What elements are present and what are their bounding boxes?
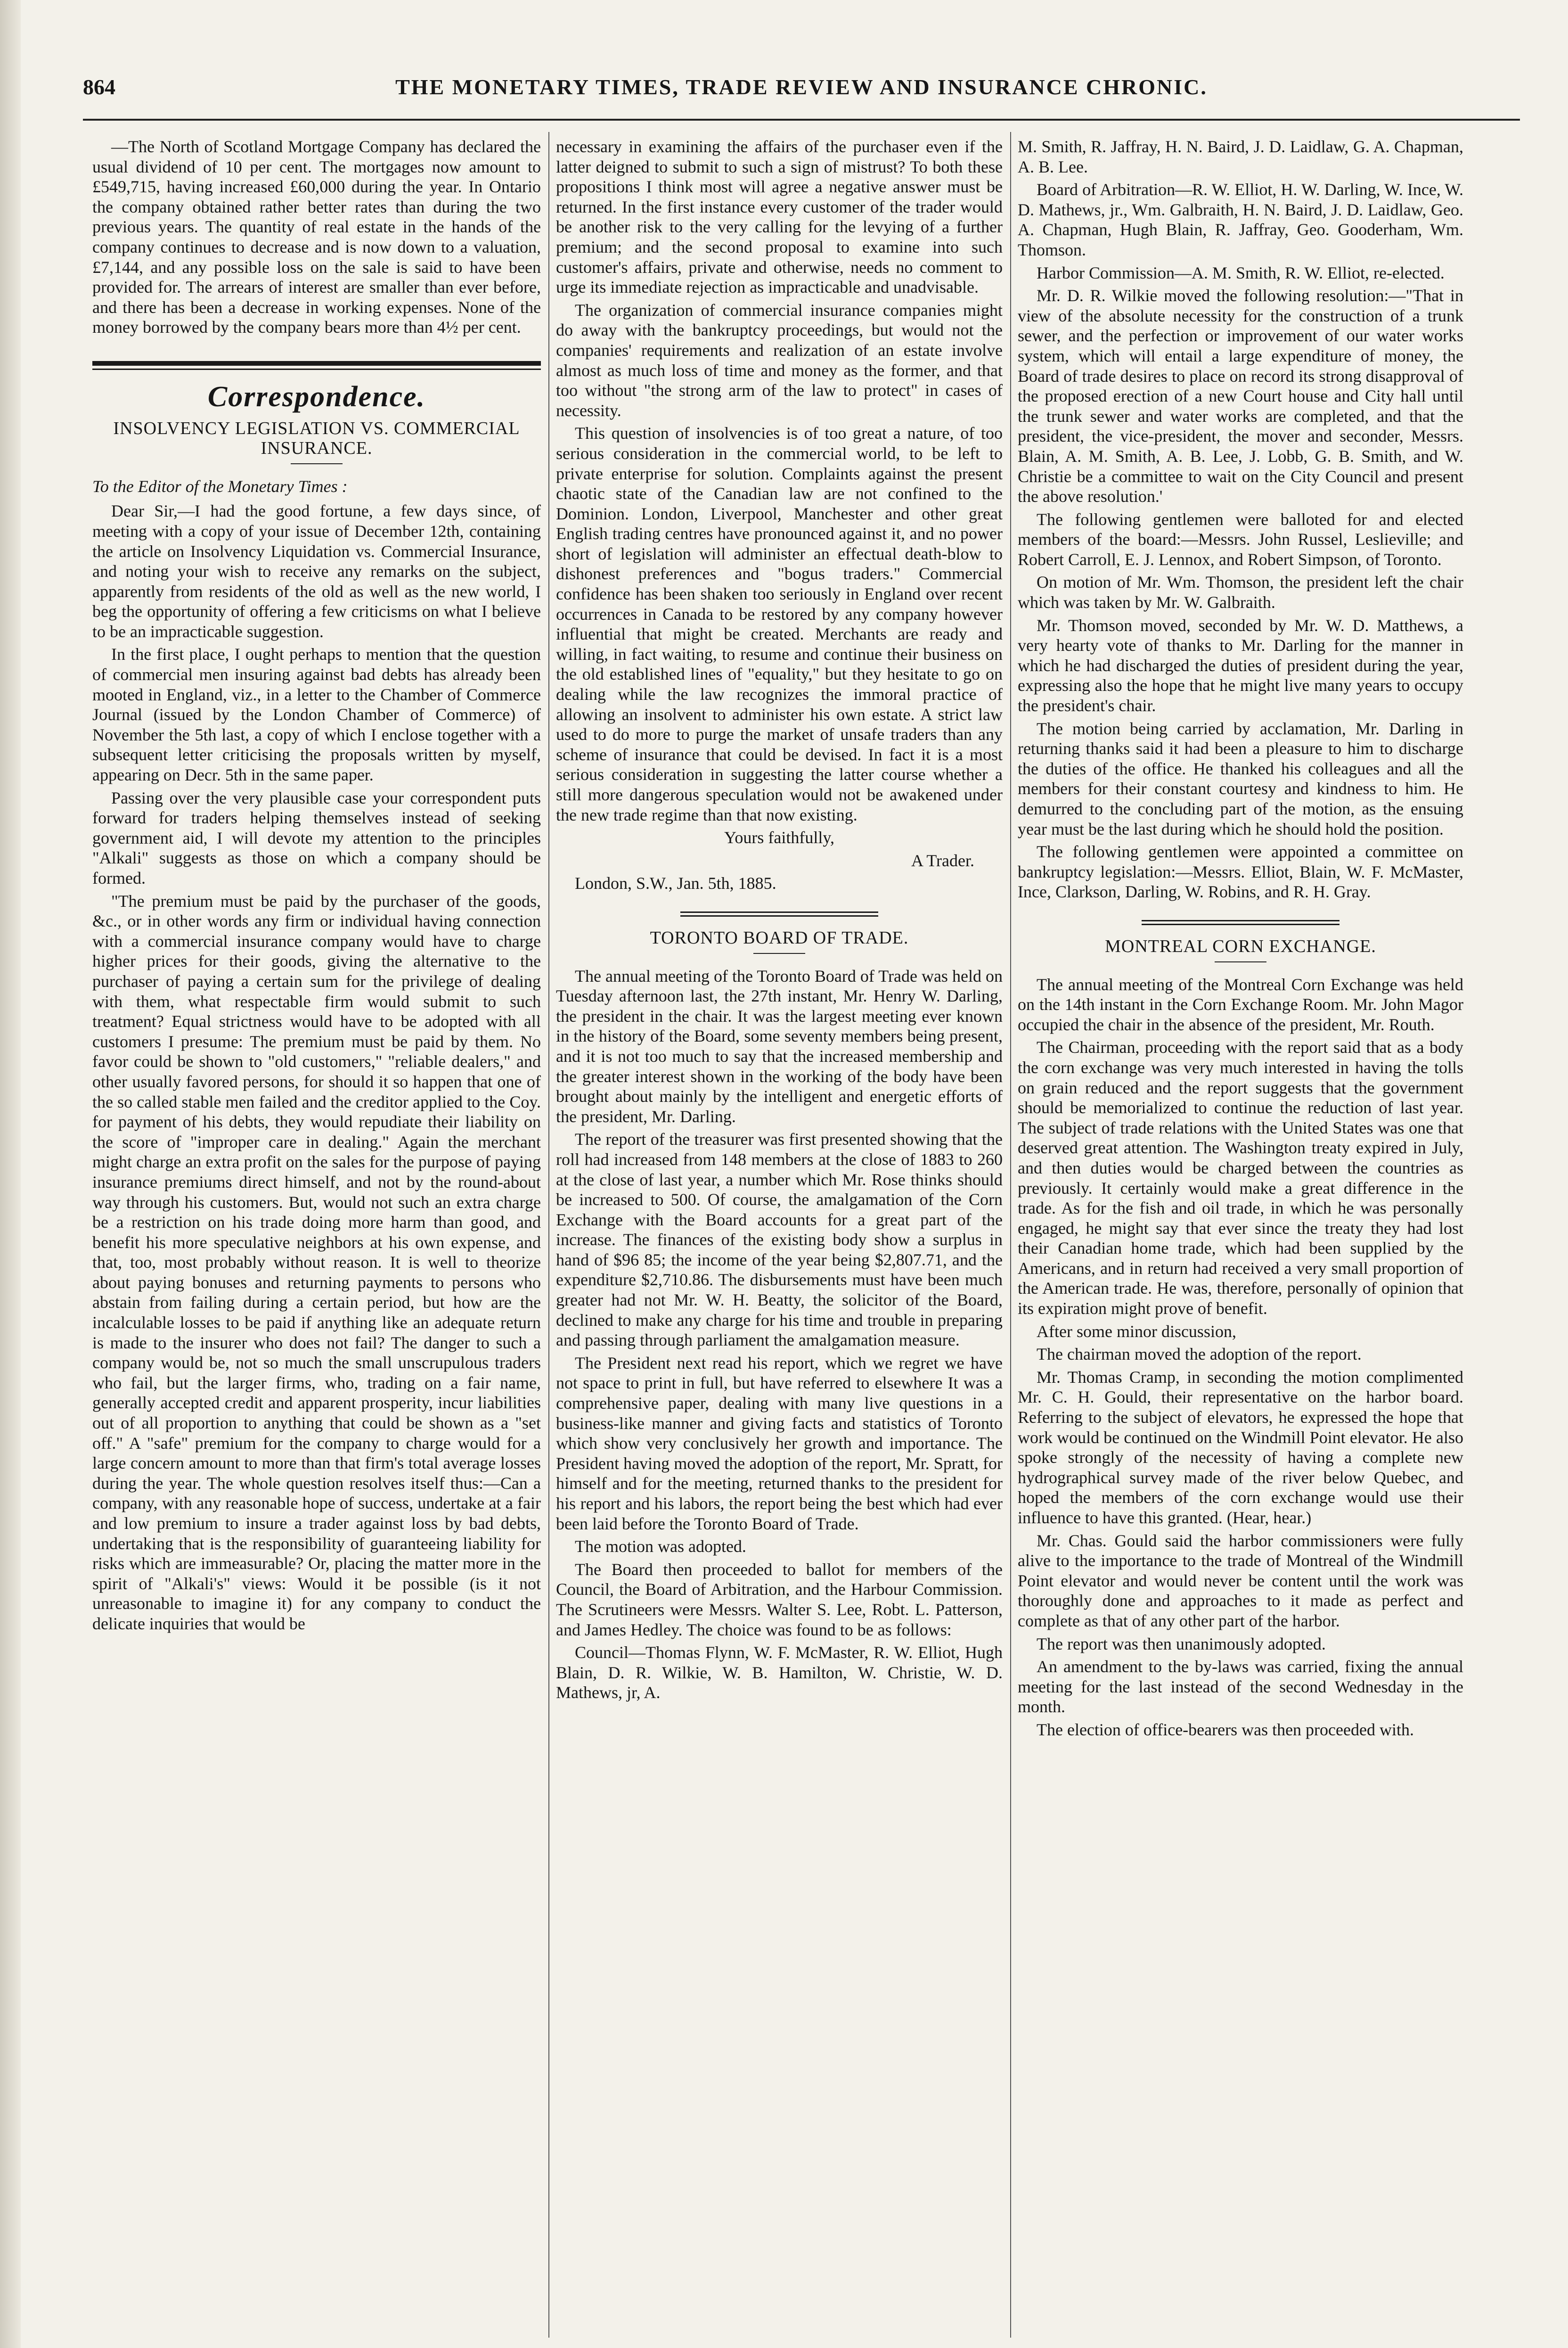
column-2 bbox=[556, 137, 1003, 1706]
page-header bbox=[83, 71, 1520, 113]
board-paragraph: Board of Arbitration—R. W. Elliot, H. W. Darling, W. Ince, W. D. Mathews, jr., Wm. Galbraith, H. N. Baird, J. D. Laidlaw, Geo. A. Chapman, Hugh Blain, R. Jaffray, Geo. Gooderham, Wm. Thomson. bbox=[1018, 180, 1463, 259]
board-paragraph: M. Smith, R. Jaffray, H. N. Baird, J. D. Laidlaw, G. A. Chapman, A. B. Lee. bbox=[1018, 137, 1463, 176]
letter-signature: A Trader. bbox=[911, 851, 974, 870]
column-divider bbox=[548, 132, 549, 2338]
letter-closing: Yours faithfully, bbox=[724, 828, 835, 847]
board-paragraph: The President next read his report, which we regret we have not space to print in full, but have referred to elsewhere It was a comprehensive paper, dealing with many live questions in a business-like manner and giving facts and statistics of Toronto which show very conclusively her growth and importance. The President having moved the adoption of the report, Mr. Spratt, for himself and for the meeting, returned thanks to the president for his report and his labors, the report being the best which had ever been laid before the Toronto Board of Trade. bbox=[556, 1353, 1003, 1533]
section-rule-thick bbox=[92, 361, 541, 366]
board-paragraph: The report of the treasurer was first presented showing that the roll had increased from 148 members at the close of 1883 to 260 at the close of last year, a number which Mr. Rose thinks should be increased to 500. Of course, the amalgamation of the Corn Exchange with the Board accounts for a great part of the increase. The finances of the existing body show a surplus in hand of $96 85; the income of the year being $2,807.71, and the expenditure $2,710.86. The disbursements must have been much greater had not Mr. W. H. Beatty, the solicitor of the Board, declined to make any charge for his time and trouble in preparing and passing through parliament the amalgamation measure. bbox=[556, 1130, 1003, 1350]
letter-paragraph: necessary in examining the affairs of the purchaser even if the latter deigned to submit to such a sign of mistrust? To both these propositions I think most will agree a negative answer must be returned. In the first instance every customer of the trader would be another risk to the very calling for the levying of a further premium; and the second proposal to examine into such customer's affairs, private and otherwise, needs no comment to urge its immediate rejection as impracticable and unadvisable. bbox=[556, 137, 1003, 297]
board-paragraph: The annual meeting of the Toronto Board of Trade was held on Tuesday afternoon last, the 27th instant, Mr. Henry W. Darling, the president in the chair. It was the largest meeting ever known in the history of the Board, some seventy members being present, and it is not too much to say that the increased membership and the greater interest shown in the working of the body have been brought about mainly by the intelligent and energetic efforts of the president, Mr. Darling. bbox=[556, 966, 1003, 1126]
board-paragraph: Council—Thomas Flynn, W. F. McMaster, R. W. Elliot, Hugh Blain, D. R. Wilkie, W. B. Hamilton, W. Christie, W. D. Mathews, jr, A. bbox=[556, 1643, 1003, 1702]
letter-dateline: London, S.W., Jan. 5th, 1885. bbox=[575, 874, 776, 893]
letter-paragraph: This question of insolvencies is of too great a nature, of too serious consideration in the commercial world, to be left to private enterprise for solution. Complaints against the present chaotic state of the Canadian law are not confined to the Dominion. London, Liverpool, Manchester and other great English trading centres have pronounced against it, and no power short of legislation will administer an effectual death-blow to dishonest preferences and "bogus traders." Commercial confidence has been shaken too seriously in England over recent occurrences in Canada to be restored by any company however influential that might be created. Merchants are ready and willing, in fact waiting, to resume and continue their business on the old established lines of "equality," but they hesitate to go on dealing while the law recognizes the immoral practice of allowing an insolvent to administer his own estate. A strict law used to do more to purge the market of unsafe traders than any scheme of insurance that could be devised. In fact it is a most serious consideration in suggesting the latter course whether a still more dangerous speculation would not be awakened under the new trade regime than that now existing. bbox=[556, 424, 1003, 824]
letter-paragraph: "The premium must be paid by the purchaser of the goods, &c., or in other words any firm or individual having connection with a commercial insurance company would have to charge higher prices for their goods, giving the alternative to the purchaser of paying a certain sum for the privilege of dealing with them, what respectable firm would submit to such treatment? Equal strictness would have to be adopted with all customers I presume: The premium must be paid by them. No favor could be shown to "old customers," "reliable dealers," and other usually favored persons, for should it so happen that one of the so called stable men failed and the creditor applied to the Coy. for payment of his debts, they would repudiate their liability on the score of "improper care in dealing." Again the merchant might charge an extra profit on the sales for the purpose of paying insurance premiums direct himself, and not by the round-about way through his customers. But, would not such an extra charge be a restriction on his trade doing more harm than good, and benefit his more speculative neighbors at his own expense, and that, too, most probably without reason. It is well to theorize about paying bonuses and returning payments to persons who abstain from failing during a certain period, but how are the incalculable losses to be paid if anything like an adequate return is made to the insurer who does not fail? The danger to such a company would be, not so much the small unscrupulous traders who fail, but the larger firms, who, trading on a fair name, generally accepted credit and apparent prosperity, incur liabilities out of all proportion to anything that could be shown as a "set off." A "safe" premium for the company to charge would for a large concern amount to more than that firm's total average losses during the year. The whole question resolves itself thus:—Can a company, with any reasonable hope of success, undertake at a fair and low premium to insure a trader against loss by bad debts, undertaking that is the responsibility of guaranteeing liability for risks which are immeasurable? Or, placing the matter more in the spirit of "Alkali's" views: Would it be possible (is it not unreasonable to imagine it) for any company to conduct the delicate inquiries that would be bbox=[92, 891, 541, 1633]
column-1 bbox=[92, 137, 541, 1637]
board-paragraph: On motion of Mr. Wm. Thomson, the president left the chair which was taken by Mr. W. Galbraith. bbox=[1018, 573, 1463, 612]
board-paragraph: The motion being carried by acclamation, Mr. Darling in returning thanks said it had been a pleasure to him to discharge the duties of the office. He thanked his colleagues and all the members for their constant courtesy and kindness to him. He demurred to the concluding part of the motion, as the ensuing year must be the last during which he should hold the position. bbox=[1018, 719, 1463, 838]
scan-edge bbox=[0, 0, 21, 2348]
letter-paragraph: Passing over the very plausible case your correspondent puts forward for traders helping themselves instead of seeking government aid, I will devote my attention to the principles "Alkali" suggests as those on which a company should be formed. bbox=[92, 788, 541, 887]
masthead: THE MONETARY TIMES, TRADE REVIEW AND INSURANCE CHRONIC. bbox=[395, 75, 1208, 99]
article-separator bbox=[1142, 920, 1339, 925]
column-3 bbox=[1018, 137, 1463, 1743]
mortgage-news-paragraph: —The North of Scotland Mortgage Company has declared the usual dividend of 10 per cent. The mortgages now amount to £549,715, having increased £60,000 during the year. In Ontario the company obtained rather better rates than during the two previous years. The quantity of real estate in the hands of the company continues to decrease and is now down to a valuation, £7,144, and any possible loss on the sale is said to have been provided for. The arrears of interest are smaller than ever before, and there has been a decrease in working expenses. None of the money borrowed by the company bears more than 4½ per cent. bbox=[92, 137, 541, 337]
title-rule bbox=[753, 953, 805, 954]
board-paragraph: The following gentlemen were balloted for and elected members of the board:—Messrs. John Russel, Leslieville; and Robert Carroll, E. J. Lennox, and Robert Simpson, of Toronto. bbox=[1018, 509, 1463, 569]
board-paragraph: The motion was adopted. bbox=[575, 1537, 746, 1556]
salutation: To the Editor of the Monetary Times : bbox=[92, 476, 348, 496]
article-title-toronto-board: TORONTO BOARD OF TRADE. bbox=[650, 928, 909, 948]
section-rule-thin bbox=[92, 369, 541, 370]
board-paragraph: Mr. D. R. Wilkie moved the following resolution:—"That in view of the absolute necessity for the construction of a trunk sewer, and the perfection or improvement of our water works system, which will entail a large expenditure of money, the Board of trade desires to place on record its strong disapproval of the proposed erection of a new Court house and City hall until the trunk sewer and water works are completed, and that the president, the vice-president, the mover and seconder, Messrs. Blain, A. M. Smith, A. B. Lee, J. Lobb, G. B. Smith, and W. Christie be a committee to wait on the City Council and present the above resolution.' bbox=[1018, 286, 1463, 506]
letter-paragraph: Dear Sir,—I had the good fortune, a few days since, of meeting with a copy of your issue of December 12th, containing the article on Insolvency Liquidation vs. Commercial Insurance, and noting your wish to receive any remarks on the subject, apparently from residents of the old as well as the new world, I beg the opportunity of offering a few criticisms on what I believe to be an impracticable suggestion. bbox=[92, 501, 541, 641]
corn-paragraph: The report was then unanimously adopted. bbox=[1037, 1634, 1326, 1653]
corn-paragraph: The Chairman, proceeding with the report said that as a body the corn exchange was very much interested in having the tolls on grain reduced and the report suggests that the government should be memorialized to continue the reduction of last year. The subject of trade relations with the United States was one that deserved great attention. The Washington treaty expired in July, and then duties would be charged between the countries as previously. It certainly would make a great difference in the trade. As for the fish and oil trade, in which he was personally engaged, he might say that ever since the treaty they had lost their Canadian home trade, which had been supplied by the Americans, and in return had received a very small proportion of the American trade. He was, therefore, personally of opinion that its expiration might prove of benefit. bbox=[1018, 1038, 1463, 1318]
letter-paragraph: In the first place, I ought perhaps to mention that the question of commercial men insuring against bad debts has already been mooted in England, viz., in a letter to the Chamber of Commerce Journal (issued by the London Chamber of Commerce) of November the 5th last, a copy of which I enclose together with a subsequent letter criticising the proposals written by myself, appearing on Decr. 5th in the same paper. bbox=[92, 645, 541, 785]
article-separator bbox=[680, 911, 878, 917]
corn-paragraph: Mr. Chas. Gould said the harbor commissioners were fully alive to the importance to the trade of Montreal of the Windmill Point elevator and would never be content until the work was thoroughly done and approaches to it made as perfect and complete as that of any other part of the harbor. bbox=[1018, 1531, 1463, 1630]
section-title-correspondence: Correspondence. bbox=[207, 380, 426, 413]
corn-paragraph: The annual meeting of the Montreal Corn Exchange was held on the 14th instant in the Corn Exchange Room. Mr. John Magor occupied the chair in the absence of the president, Mr. Routh. bbox=[1018, 975, 1463, 1034]
article-title-insolvency: INSOLVENCY LEGISLATION VS. COMMERCIAL INSURANCE. bbox=[113, 418, 520, 459]
page-number: 864 bbox=[83, 75, 115, 99]
title-rule bbox=[1215, 961, 1266, 962]
corn-paragraph: After some minor discussion, bbox=[1037, 1322, 1236, 1341]
board-paragraph: Harbor Commission—A. M. Smith, R. W. Elliot, re-elected. bbox=[1037, 263, 1445, 282]
letter-paragraph: The organization of commercial insurance companies might do away with the bankruptcy proceedings, but would not the companies' requirements and realization of an estate involve almost as much loss of time and money as the former, and that too without "the strong arm of the law to protect" in cases of necessity. bbox=[556, 300, 1003, 420]
header-rule bbox=[83, 119, 1520, 121]
corn-paragraph: The election of office-bearers was then proceeded with. bbox=[1037, 1720, 1414, 1739]
article-title-montreal-corn: MONTREAL CORN EXCHANGE. bbox=[1105, 936, 1376, 956]
board-paragraph: The Board then proceeded to ballot for members of the Council, the Board of Arbitration, and the Harbour Commission. The Scrutineers were Messrs. Walter S. Lee, Robt. L. Patterson, and James Hedley. The choice was found to be as follows: bbox=[556, 1560, 1003, 1639]
corn-paragraph: The chairman moved the adoption of the report. bbox=[1037, 1345, 1362, 1364]
corn-paragraph: An amendment to the by-laws was carried, fixing the annual meeting for the last instead of the second Wednesday in the month. bbox=[1018, 1657, 1463, 1716]
board-paragraph: The following gentlemen were appointed a committee on bankruptcy legislation:—Messrs. Elliot, Blain, W. F. McMaster, Ince, Clarkson, Darling, W. Robins, and R. H. Gray. bbox=[1018, 842, 1463, 902]
column-divider bbox=[1010, 132, 1011, 2338]
corn-paragraph: Mr. Thomas Cramp, in seconding the motion complimented Mr. C. H. Gould, their representative on the harbor board. Referring to the subject of elevators, he expressed the hope that work would be continued on the Windmill Point elevator. He also spoke strongly of the necessity of having a complete new hydrographical survey made of the river below Quebec, and hoped the members of the corn exchange would use their influence to have this granted. (Hear, hear.) bbox=[1018, 1367, 1463, 1527]
board-paragraph: Mr. Thomson moved, seconded by Mr. W. D. Matthews, a very hearty vote of thanks to Mr. Darling for the manner in which he had discharged the duties of president during the year, expressing also the hope that he might live many years to occupy the president's chair. bbox=[1018, 616, 1463, 715]
title-rule bbox=[291, 463, 343, 464]
